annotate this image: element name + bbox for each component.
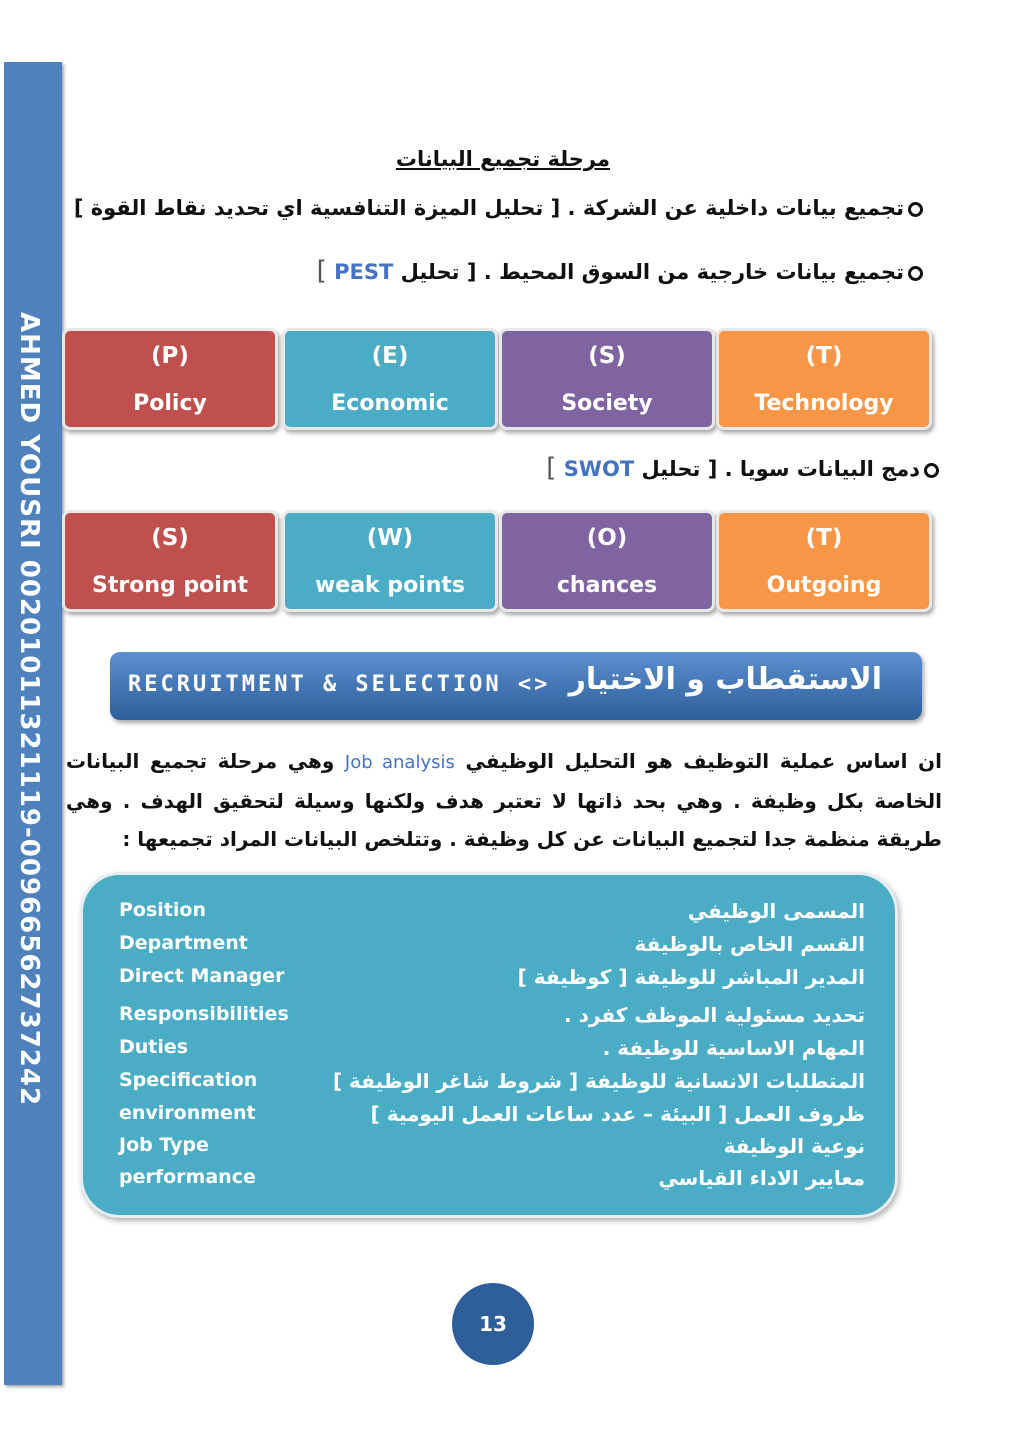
swot-letter: (T) bbox=[805, 525, 843, 551]
banner-arabic-title: الاستقطاب و الاختيار bbox=[568, 662, 882, 697]
side-band-text: AHMED YOUSRI 00201011321119-00966562737242 bbox=[14, 312, 44, 1107]
swot-row bbox=[62, 510, 932, 610]
swot-label: Strong point bbox=[92, 573, 248, 598]
job-field-row bbox=[83, 1134, 895, 1166]
job-field-en: Duties bbox=[119, 1036, 189, 1058]
swot-box-chances bbox=[499, 510, 715, 612]
bullet-swot bbox=[546, 453, 939, 483]
job-field-row bbox=[83, 899, 895, 931]
job-field-row bbox=[83, 1069, 895, 1101]
paragraph-part2: وهي مرحلة تجميع البيانات الخاصة بكل وظيفة . وهي بحد ذاتها لا تعتبر هدف ولكنها وسيلة لتحقيق الهدف . وهي طريقة منظمة جدا لتجميع البيانات عن كل وظيفة . وتتلخص البيانات المراد تجميعها : bbox=[66, 749, 942, 851]
pest-box-economic bbox=[282, 328, 498, 430]
pest-label: Society bbox=[561, 391, 653, 416]
job-field-row bbox=[83, 1166, 895, 1198]
job-field-ar: القسم الخاص بالوظيفة bbox=[634, 932, 865, 956]
job-field-en: Specification bbox=[119, 1069, 258, 1091]
section-title: مرحلة تجميع البيانات bbox=[395, 147, 610, 171]
swot-letter: (S) bbox=[151, 525, 189, 551]
pest-box-technology bbox=[716, 328, 932, 430]
job-field-ar: المتطلبات الانسانية للوظيفة [ شروط شاغر الوظيفة ] bbox=[332, 1069, 865, 1093]
pest-row bbox=[62, 328, 932, 428]
pest-letter: (T) bbox=[805, 343, 843, 369]
job-field-ar: ظروف العمل [ البيئة – عدد ساعات العمل اليومية ] bbox=[370, 1102, 865, 1126]
pest-box-society bbox=[499, 328, 715, 430]
job-field-ar: المدير المباشر للوظيفة [ كوظيفة ] bbox=[517, 965, 865, 989]
section-banner bbox=[110, 652, 922, 720]
pest-highlight: PEST bbox=[334, 260, 394, 284]
job-field-row bbox=[83, 1036, 895, 1068]
job-field-ar: نوعية الوظيفة bbox=[723, 1134, 865, 1158]
job-field-row bbox=[83, 1003, 895, 1035]
job-field-en: Department bbox=[119, 932, 248, 954]
bracket-close: ] bbox=[316, 256, 327, 286]
pest-letter: (P) bbox=[151, 343, 189, 369]
swot-letter: (O) bbox=[586, 525, 628, 551]
pest-label: Policy bbox=[133, 391, 207, 416]
job-field-ar: تحديد مسئولية الموظف كفرد . bbox=[564, 1003, 865, 1027]
swot-label: Outgoing bbox=[766, 573, 882, 598]
job-field-en: Position bbox=[119, 899, 206, 921]
job-field-en: performance bbox=[119, 1166, 256, 1188]
swot-highlight: SWOT bbox=[563, 457, 635, 481]
bullet-icon bbox=[908, 202, 923, 217]
job-fields-card bbox=[80, 872, 898, 1218]
job-field-en: Responsibilities bbox=[119, 1003, 289, 1025]
bullet-text: تجميع بيانات خارجية من السوق المحيط . [ تحليل bbox=[400, 260, 904, 284]
pest-box-policy bbox=[62, 328, 278, 430]
pest-letter: (S) bbox=[588, 343, 626, 369]
swot-label: weak points bbox=[314, 573, 466, 598]
page-number-badge: 13 bbox=[452, 1283, 534, 1365]
job-field-ar: معايير الاداء القياسي bbox=[658, 1166, 865, 1190]
job-field-en: environment bbox=[119, 1102, 256, 1124]
swot-label: chances bbox=[556, 573, 658, 598]
bracket-close: ] bbox=[546, 453, 557, 483]
job-field-ar: المهام الاساسية للوظيفة . bbox=[602, 1036, 865, 1060]
paragraph-part1: ان اساس عملية التوظيف هو التحليل الوظيفي bbox=[465, 749, 942, 773]
pest-letter: (E) bbox=[371, 343, 409, 369]
banner-english-title: RECRUITMENT & SELECTION <> bbox=[128, 672, 551, 697]
job-field-row bbox=[83, 965, 895, 997]
pest-label: Technology bbox=[754, 391, 894, 416]
swot-box-strong bbox=[62, 510, 278, 612]
job-field-en: Direct Manager bbox=[119, 965, 285, 987]
bullet-text: دمج البيانات سويا . [ تحليل bbox=[641, 457, 920, 481]
bullet-icon bbox=[908, 266, 923, 281]
job-analysis-paragraph bbox=[66, 742, 942, 858]
job-field-row bbox=[83, 932, 895, 964]
bullet-icon bbox=[924, 463, 939, 478]
swot-box-weak bbox=[282, 510, 498, 612]
job-field-row bbox=[83, 1102, 895, 1134]
swot-box-outgoing bbox=[716, 510, 932, 612]
bullet-external-data bbox=[317, 256, 923, 286]
bullet-internal-data bbox=[74, 196, 923, 220]
bullet-text: تجميع بيانات داخلية عن الشركة . [ تحليل الميزة التنافسية اي تحديد نقاط القوة ] bbox=[73, 196, 904, 220]
swot-letter: (W) bbox=[366, 525, 414, 551]
job-field-en: Job Type bbox=[119, 1134, 209, 1156]
job-analysis-highlight: Job analysis bbox=[344, 752, 455, 773]
pest-label: Economic bbox=[331, 391, 449, 416]
job-field-ar: المسمى الوظيفي bbox=[687, 899, 865, 923]
